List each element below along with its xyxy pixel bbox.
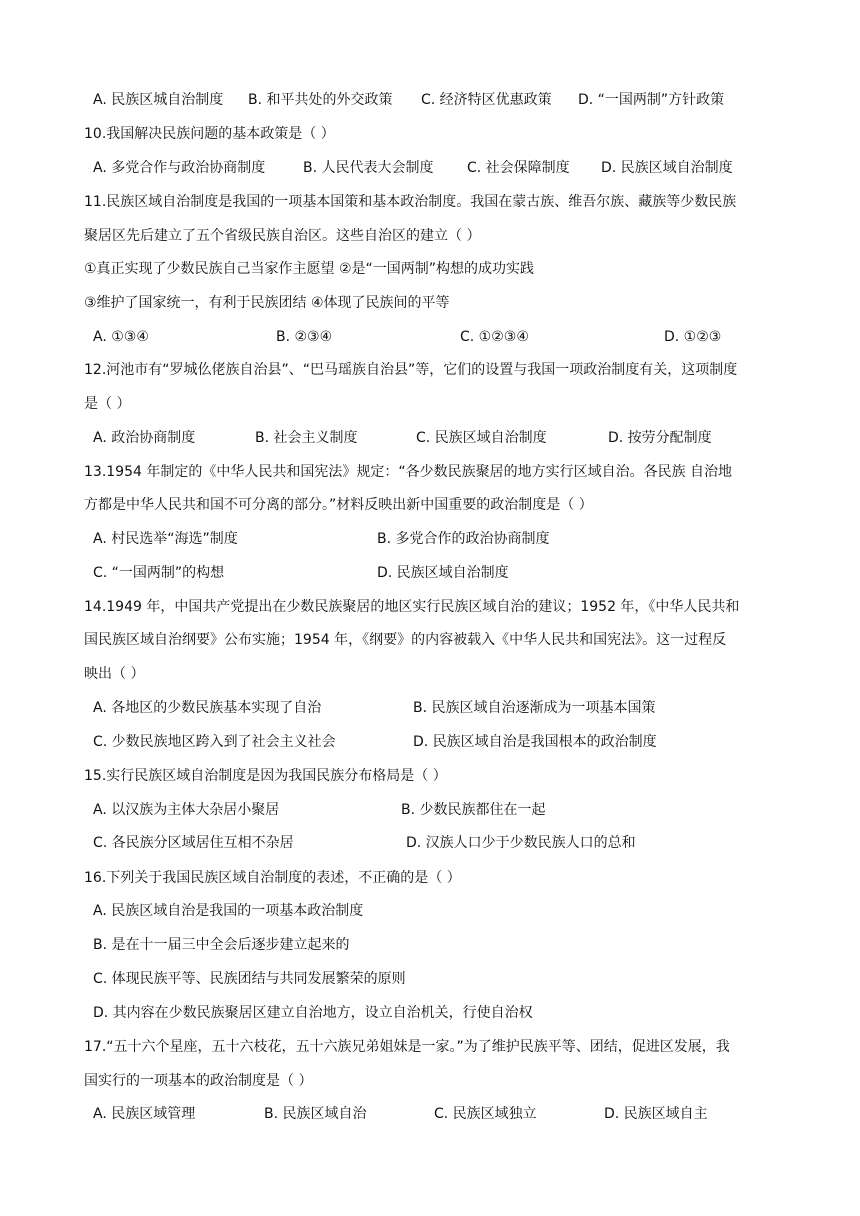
answer-option: C. 民族区域自治制度: [416, 430, 547, 446]
answer-option: C. “一国两制”的构想: [93, 565, 225, 581]
question-text: ③维护了国家统一，有利于民族团结 ④体现了民族间的平等: [84, 295, 450, 311]
answer-option: C. 少数民族地区跨入到了社会主义社会: [93, 734, 336, 750]
answer-option: A. 各地区的少数民族基本实现了自治: [93, 700, 322, 716]
answer-option: D. ①②③: [664, 329, 722, 345]
answer-option: C. 体现民族平等、民族团结与共同发展繁荣的原则: [93, 971, 406, 987]
answer-option: D. 按劳分配制度: [608, 430, 712, 446]
answer-option: D. “一国两制”方针政策: [578, 92, 725, 108]
question-line: [0, 291, 860, 315]
question-text: 11.民族区域自治制度是我国的一项基本国策和基本政治制度。我国在蒙古族、维吾尔族、藏族等少数民族: [84, 194, 737, 210]
question-line: [0, 358, 860, 382]
option-row: [0, 933, 860, 957]
answer-option: B. 是在十一届三中全会后逐步建立起来的: [93, 937, 350, 953]
question-text: 是（ ）: [84, 396, 131, 412]
answer-option: C. 民族区域独立: [434, 1106, 537, 1122]
question-text: 国民族区域自治纲要》公布实施；1954 年，《纲要》的内容被载入《中华人民共和国宪法》。这一过程反: [84, 632, 727, 648]
question-line: [0, 1069, 860, 1093]
question-line: [0, 122, 860, 146]
option-row: [0, 730, 860, 754]
question-line: [0, 595, 860, 619]
question-text: ①真正实现了少数民族自己当家作主愿望 ②是“一国两制”构想的成功实践: [84, 261, 535, 277]
answer-option: D. 民族区域自治制度: [377, 565, 509, 581]
question-line: [0, 764, 860, 788]
question-line: [0, 662, 860, 686]
question-text: 15.实行民族区域自治制度是因为我国民族分布格局是（ ）: [84, 768, 447, 784]
answer-option: C. 经济特区优惠政策: [421, 92, 552, 108]
question-text: 10.我国解决民族问题的基本政策是（ ）: [84, 126, 335, 142]
answer-option: B. 民族区域自治逐渐成为一项基本国策: [413, 700, 656, 716]
answer-option: A. ①③④: [93, 329, 149, 345]
question-text: 聚居区先后建立了五个省级民族自治区。这些自治区的建立（ ）: [84, 228, 481, 244]
answer-option: D. 民族区域自治是我国根本的政治制度: [413, 734, 657, 750]
option-row: [0, 798, 860, 822]
question-text: 16.下列关于我国民族区域自治制度的表述，不正确的是（ ）: [84, 870, 461, 886]
question-line: [0, 1035, 860, 1059]
answer-option: B. 民族区域自治: [264, 1106, 367, 1122]
answer-option: D. 民族区域自主: [604, 1106, 708, 1122]
option-row: [0, 1102, 860, 1126]
option-row: [0, 88, 860, 112]
answer-option: A. 民族区城自治制度: [93, 92, 224, 108]
question-line: [0, 493, 860, 517]
answer-option: C. 各民族分区域居住互相不杂居: [93, 835, 294, 851]
option-row: [0, 426, 860, 450]
option-row: [0, 1001, 860, 1025]
answer-option: D. 民族区域自治制度: [601, 160, 733, 176]
answer-option: B. ②③④: [276, 329, 333, 345]
question-text: 13.1954 年制定的《中华人民共和国宪法》规定：“各少数民族聚居的地方实行区域自治。各民族 自治地: [84, 464, 733, 480]
answer-option: B. 人民代表大会制度: [303, 160, 434, 176]
question-line: [0, 224, 860, 248]
question-text: 方都是中华人民共和国不可分离的部分。”材料反映出新中国重要的政治制度是（ ）: [84, 497, 593, 513]
question-text: 映出（ ）: [84, 666, 145, 682]
question-line: [0, 190, 860, 214]
answer-option: A. 民族区域自治是我国的一项基本政治制度: [93, 903, 364, 919]
option-row: [0, 967, 860, 991]
answer-option: B. 少数民族都住在一起: [401, 802, 546, 818]
answer-option: D. 汉族人口少于少数民族人口的总和: [406, 835, 636, 851]
answer-option: C. ①②③④: [460, 329, 529, 345]
question-line: [0, 392, 860, 416]
option-row: [0, 561, 860, 585]
answer-option: A. 政治协商制度: [93, 430, 196, 446]
answer-option: A. 村民选举“海选”制度: [93, 531, 238, 547]
question-text: 17.“五十六个星座，五十六枝花，五十六族兄弟姐妹是一家。”为了维护民族平等、团结，促进区发展，我: [84, 1039, 730, 1055]
question-text: 12.河池市有“罗城仫佬族自治县”、“巴马瑶族自治县”等，它们的设置与我国一项政治制度有关，这项制度: [84, 362, 738, 378]
answer-option: B. 和平共处的外交政策: [248, 92, 393, 108]
question-text: 国实行的一项基本的政治制度是（ ）: [84, 1073, 313, 1089]
option-row: [0, 156, 860, 180]
answer-option: A. 民族区域管理: [93, 1106, 196, 1122]
question-line: [0, 257, 860, 281]
answer-option: A. 以汉族为主体大杂居小聚居: [93, 802, 280, 818]
question-line: [0, 628, 860, 652]
option-row: [0, 527, 860, 551]
answer-option: B. 多党合作的政治协商制度: [377, 531, 550, 547]
answer-option: D. 其内容在少数民族聚居区建立自治地方，设立自治机关，行使自治权: [93, 1005, 533, 1021]
answer-option: A. 多党合作与政治协商制度: [93, 160, 266, 176]
option-row: [0, 831, 860, 855]
answer-option: C. 社会保障制度: [467, 160, 570, 176]
option-row: [0, 899, 860, 923]
answer-option: B. 社会主义制度: [255, 430, 358, 446]
question-line: [0, 460, 860, 484]
option-row: [0, 696, 860, 720]
option-row: [0, 325, 860, 349]
question-text: 14.1949 年，中国共产党提出在少数民族聚居的地区实行民族区域自治的建议；1952 年，《中华人民共和: [84, 599, 740, 615]
question-line: [0, 866, 860, 890]
